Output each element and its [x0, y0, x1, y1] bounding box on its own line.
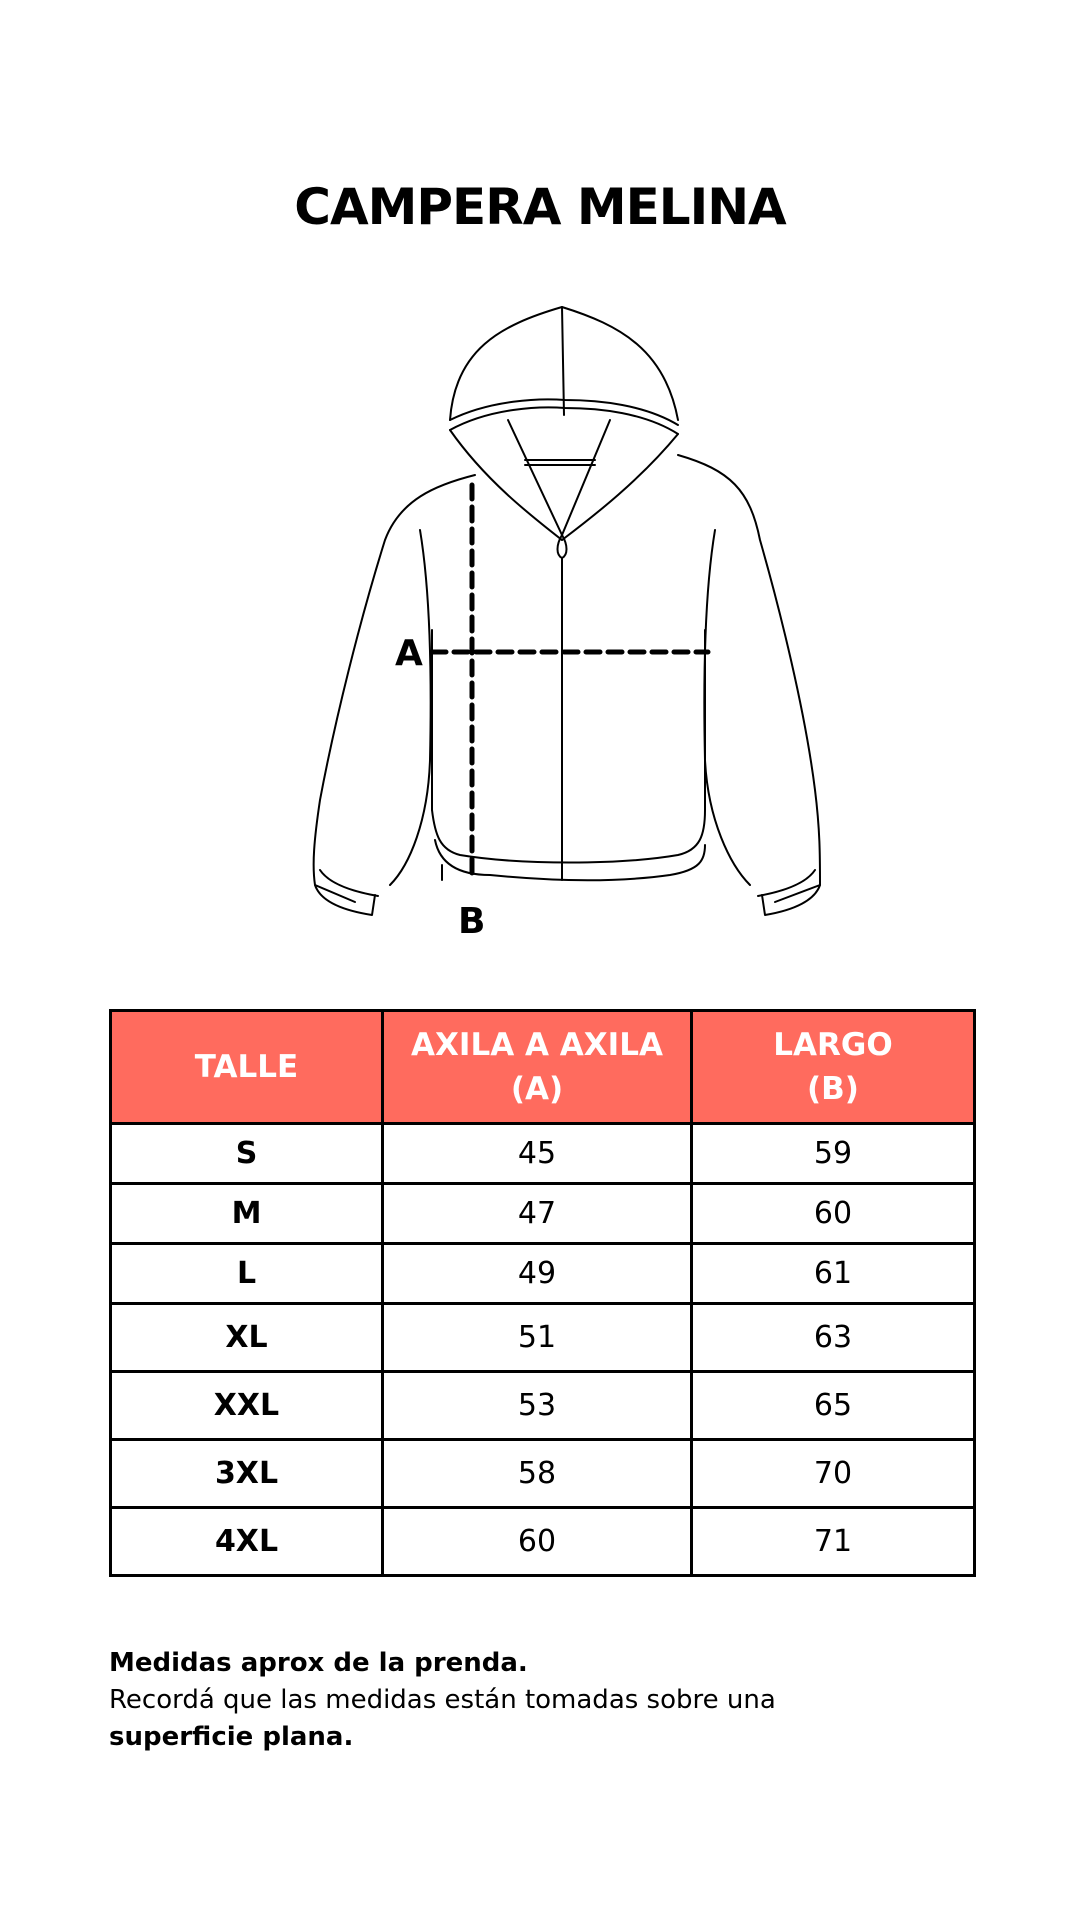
hoodie-diagram	[260, 290, 860, 950]
chest-cell: 51	[383, 1304, 692, 1372]
measurement-notes	[109, 1645, 989, 1756]
size-cell: L	[111, 1244, 383, 1304]
size-cell: 4XL	[111, 1508, 383, 1576]
size-cell: S	[111, 1124, 383, 1184]
length-cell: 63	[692, 1304, 975, 1372]
chest-cell: 45	[383, 1124, 692, 1184]
header-chest-line1: AXILA A AXILA	[411, 1027, 663, 1063]
header-length-line1: LARGO	[773, 1027, 893, 1063]
header-chest	[383, 1011, 692, 1124]
header-size: TALLE	[111, 1011, 383, 1124]
cuff-right	[762, 885, 820, 915]
chest-cell: 53	[383, 1372, 692, 1440]
notes-body: Recordá que las medidas están tomadas sobre una	[109, 1685, 776, 1715]
table-row	[111, 1508, 975, 1576]
length-cell: 71	[692, 1508, 975, 1576]
table-row	[111, 1244, 975, 1304]
label-a: A	[395, 633, 423, 674]
body-outline	[314, 475, 475, 902]
size-table	[109, 1009, 976, 1577]
length-cell: 60	[692, 1184, 975, 1244]
chest-cell: 58	[383, 1440, 692, 1508]
notes-heading: Medidas aprox de la prenda.	[109, 1648, 528, 1678]
size-cell: M	[111, 1184, 383, 1244]
size-cell: XL	[111, 1304, 383, 1372]
table-row	[111, 1372, 975, 1440]
table-row	[111, 1440, 975, 1508]
table-row	[111, 1184, 975, 1244]
header-chest-line2: (A)	[510, 1071, 564, 1107]
page-title: CAMPERA MELINA	[294, 178, 786, 236]
table-header-row	[111, 1011, 975, 1124]
table-row	[111, 1124, 975, 1184]
chest-cell: 49	[383, 1244, 692, 1304]
table-row	[111, 1304, 975, 1372]
length-cell: 70	[692, 1440, 975, 1508]
chest-cell: 47	[383, 1184, 692, 1244]
size-cell: XXL	[111, 1372, 383, 1440]
header-length	[692, 1011, 975, 1124]
length-cell: 61	[692, 1244, 975, 1304]
chest-cell: 60	[383, 1508, 692, 1576]
notes-emphasis: superficie plana.	[109, 1722, 354, 1752]
length-cell: 59	[692, 1124, 975, 1184]
header-length-line2: (B)	[807, 1071, 859, 1107]
size-cell: 3XL	[111, 1440, 383, 1508]
label-b: B	[458, 901, 486, 942]
length-cell: 65	[692, 1372, 975, 1440]
